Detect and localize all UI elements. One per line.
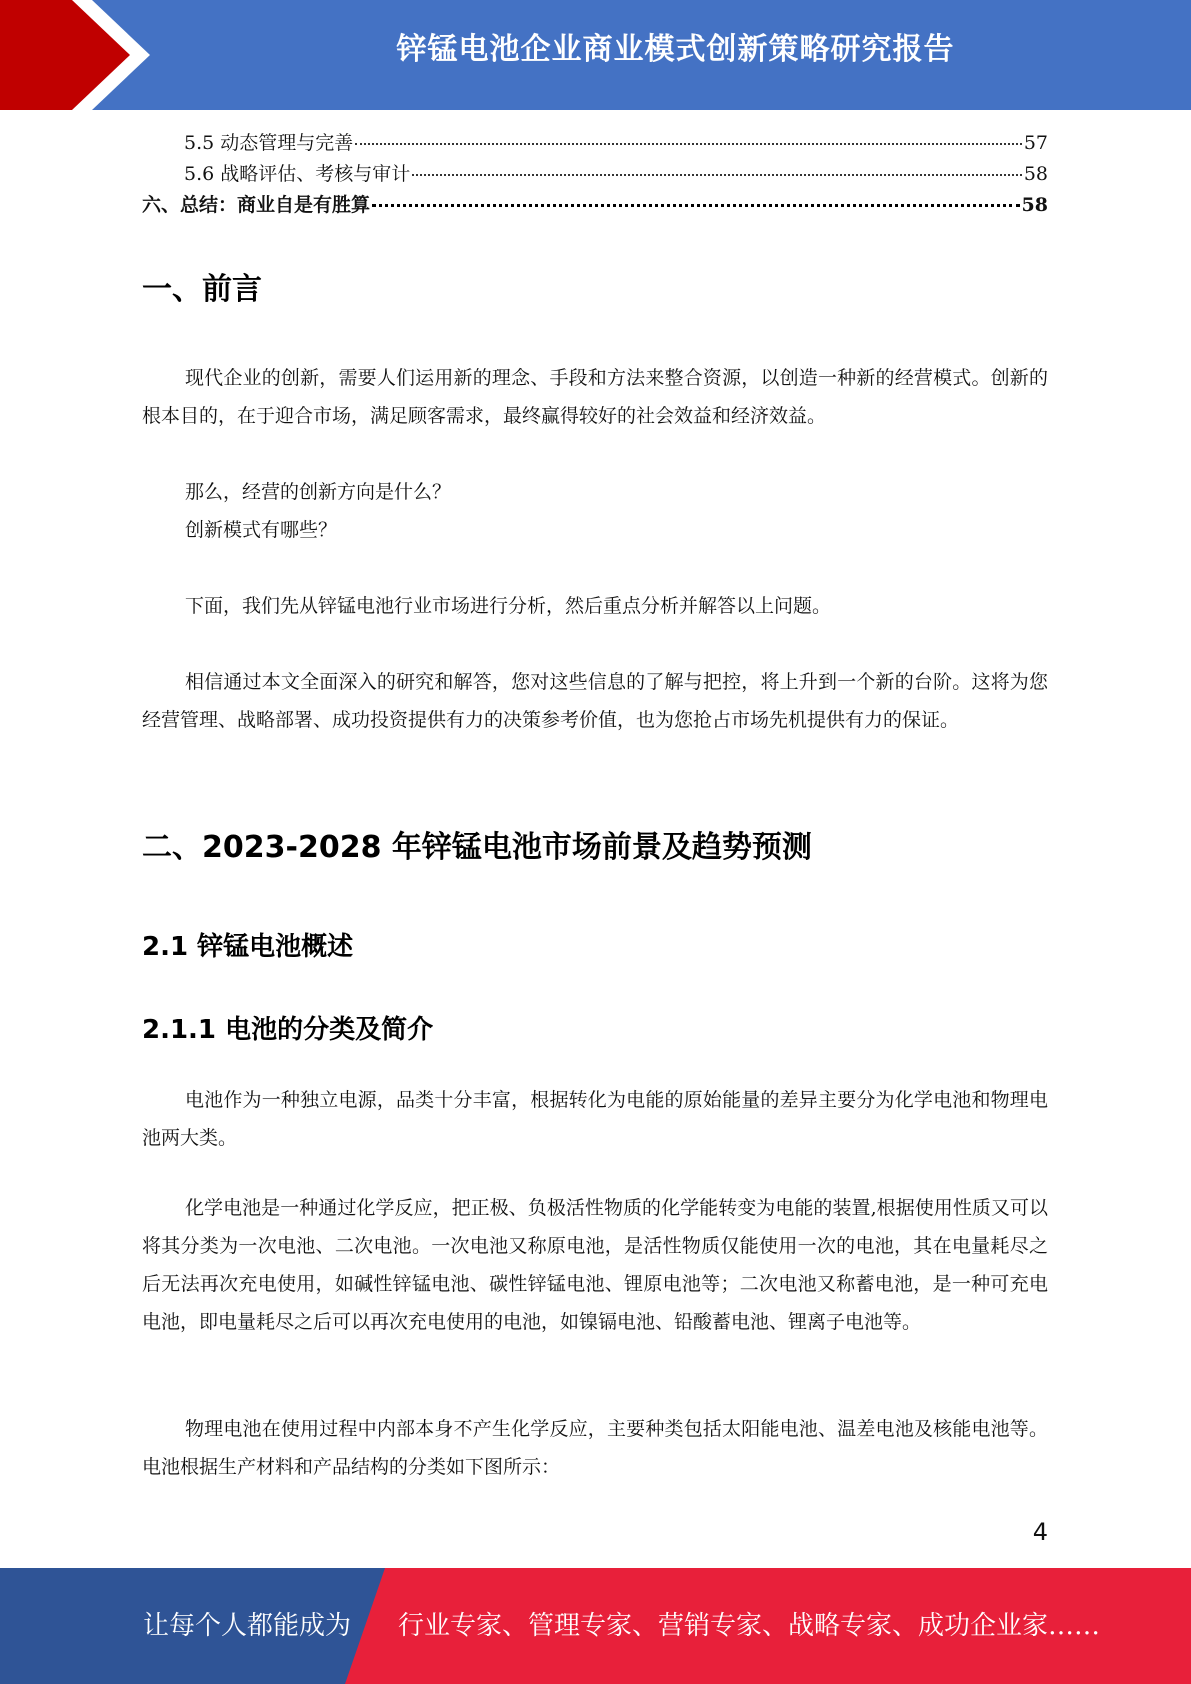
toc-leader-dots [372,204,1020,207]
section-heading-2-1-1: 2.1.1 电池的分类及简介 [142,1015,434,1045]
battery-paragraph-2: 化学电池是一种通过化学反应，把正极、负极活性物质的化学能转变为电能的装置,根据使用性质又可以将其分类为一次电池、二次电池。一次电池又称原电池，是活性物质仅能使用一次的电池，其在电量耗尽之后无法再次充电使用，如碱性锌锰电池、碳性锌锰电池、锂原电池等；二次电池又称蓄电池，是一种可充电电池，即电量耗尽之后可以再次充电使用的电池，如镍镉电池、铅酸蓄电池、锂离子电池等。 [142,1197,1048,1333]
preface-question-2: 创新模式有哪些？ [185,519,338,541]
toc-item-page: 58 [1021,194,1048,216]
footer-slogan-right: 行业专家、管理专家、营销专家、战略专家、成功企业家…… [398,1611,1101,1641]
preface-paragraph-1: 现代企业的创新，需要人们运用新的理念、手段和方法来整合资源，以创造一种新的经营模式。创新的根本目的，在于迎合市场，满足顾客需求，最终赢得较好的社会效益和经济效益。 [142,367,1048,427]
toc-item[interactable] [142,159,1048,190]
section-heading-2-1: 2.1 锌锰电池概述 [142,932,354,962]
toc-item[interactable] [142,190,1048,221]
toc-leader-dots [355,143,1022,145]
footer-slogan-left: 让每个人都能成为 [143,1611,352,1641]
preface-paragraph-3: 相信通过本文全面深入的研究和解答，您对这些信息的了解与把控，将上升到一个新的台阶。这将为您经营管理、战略部署、成功投资提供有力的决策参考价值，也为您抢占市场先机提供有力的保证。 [142,671,1048,731]
toc-leader-dots [412,174,1022,176]
section-heading-preface: 一、前言 [142,272,262,307]
toc-item-label: 六、总结：商业自是有胜算 [142,194,371,216]
toc-item-page: 58 [1023,163,1048,185]
toc-item-label: 5.5 动态管理与完善 [184,132,354,154]
toc-item-page: 57 [1023,132,1048,154]
table-of-contents [142,128,1048,221]
page-header [0,0,1191,110]
battery-paragraph-3: 物理电池在使用过程中内部本身不产生化学反应，主要种类包括太阳能电池、温差电池及核能电池等。电池根据生产材料和产品结构的分类如下图所示： [142,1418,1048,1478]
report-title: 锌锰电池企业商业模式创新策略研究报告 [396,32,955,67]
page-footer [0,1568,1191,1684]
preface-paragraph-2: 下面，我们先从锌锰电池行业市场进行分析，然后重点分析并解答以上问题。 [185,595,832,617]
page-number: 4 [1032,1518,1048,1546]
toc-item-label: 5.6 战略评估、考核与审计 [184,163,411,185]
preface-question-1: 那么，经营的创新方向是什么？ [185,481,452,503]
chapter-heading-2: 二、2023-2028 年锌锰电池市场前景及趋势预测 [142,830,812,865]
header-arrow-icon [0,0,160,110]
toc-item[interactable] [142,128,1048,159]
battery-paragraph-1: 电池作为一种独立电源，品类十分丰富，根据转化为电能的原始能量的差异主要分为化学电池和物理电池两大类。 [142,1089,1048,1149]
